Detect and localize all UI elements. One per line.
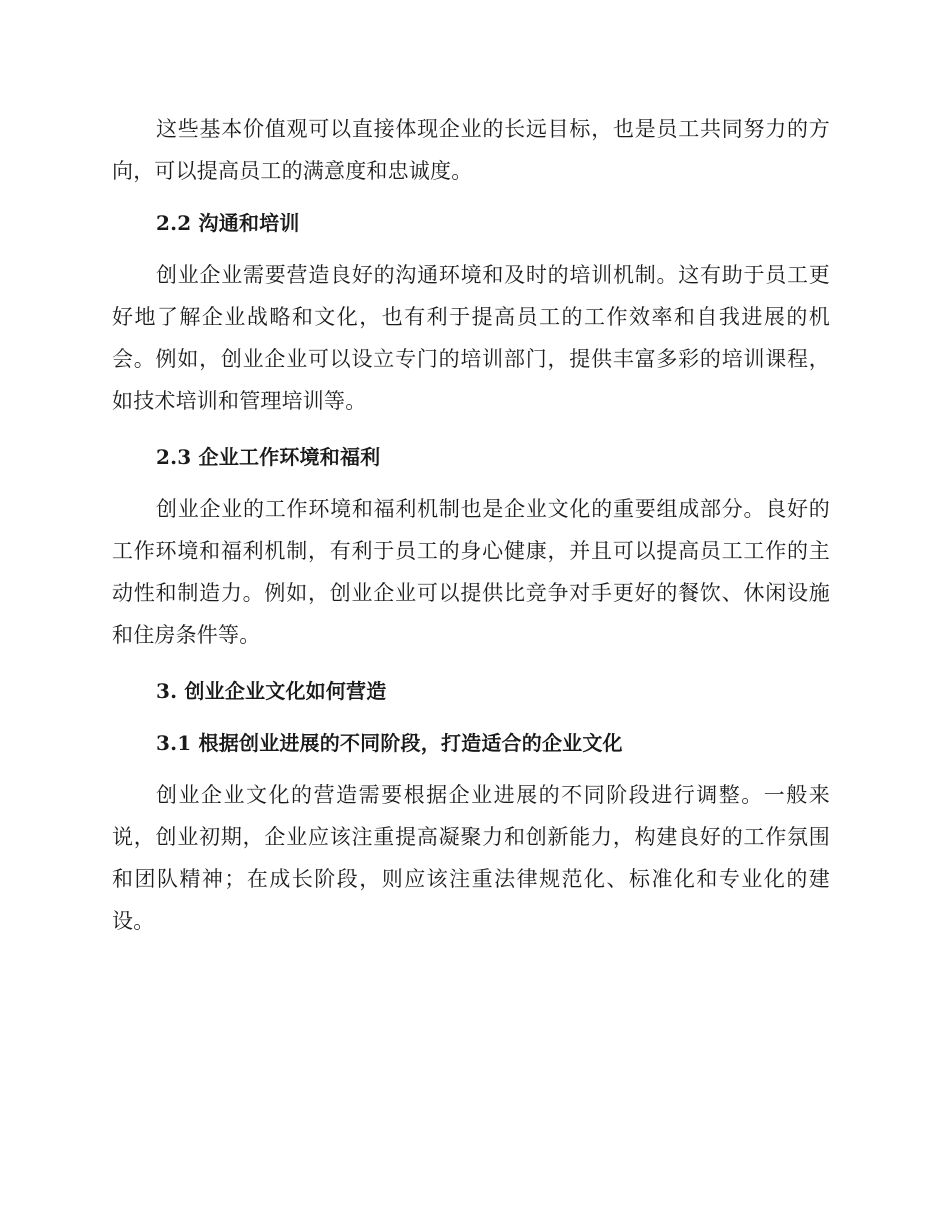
paragraph-values: 这些基本价值观可以直接体现企业的长远目标，也是员工共同努力的方向，可以提高员工的满意度和忠诚度。 <box>112 117 830 183</box>
paragraph-communication-training: 创业企业需要营造良好的沟通环境和及时的培训机制。这有助于员工更好地了解企业战略和文化，也有利于提高员工的工作效率和自我进展的机会。例如，创业企业可以设立专门的培训部门，提供丰富多彩的培训课程，如技术培训和管理培训等。 <box>112 263 830 413</box>
spacer <box>112 478 830 488</box>
spacer <box>112 764 830 774</box>
spacer <box>112 422 830 436</box>
heading-3: 3. 创业企业文化如何营造 <box>156 679 387 703</box>
heading-2-2: 2.2 沟通和培训 <box>156 211 300 235</box>
spacer <box>112 244 830 254</box>
spacer <box>112 192 830 202</box>
paragraph-environment-benefits: 创业企业的工作环境和福利机制也是企业文化的重要组成部分。良好的工作环境和福利机制，有利于员工的身心健康，并且可以提高员工工作的主动性和制造力。例如，创业企业可以提供比竞争对手更好的餐饮、休闲设施和住房条件等。 <box>112 497 830 647</box>
heading-2-3: 2.3 企业工作环境和福利 <box>156 445 381 469</box>
paragraph-culture-stages: 创业企业文化的营造需要根据企业进展的不同阶段进行调整。一般来说，创业初期，企业应该注重提高凝聚力和创新能力，构建良好的工作氛围和团队精神；在成长阶段，则应该注重法律规范化、标准化和专业化的建设。 <box>112 783 830 933</box>
spacer <box>112 656 830 670</box>
spacer <box>112 712 830 722</box>
heading-3-1: 3.1 根据创业进展的不同阶段，打造适合的企业文化 <box>156 731 623 755</box>
